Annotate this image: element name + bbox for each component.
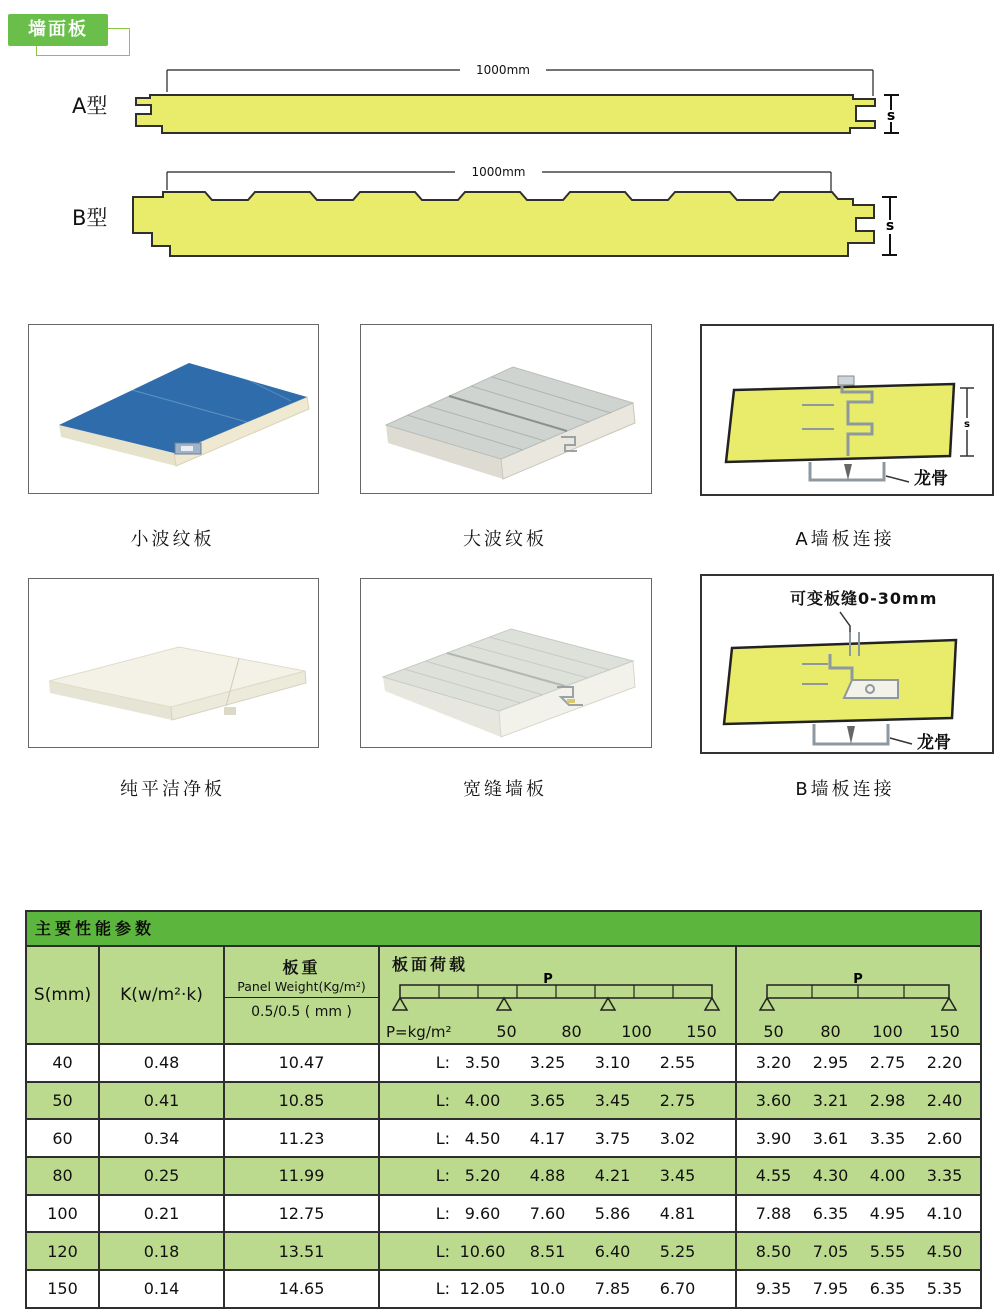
header-panel-weight [225, 947, 380, 1043]
a-panel-shape [136, 95, 875, 133]
load-value: 2.75 [869, 1053, 906, 1073]
figure-b-panel-connection [700, 574, 994, 754]
load-value: 3.45 [659, 1166, 696, 1186]
load-value: 4.88 [529, 1166, 566, 1186]
cell-load-singlespan [737, 1196, 980, 1232]
load-value: 9.60 [464, 1204, 501, 1224]
l-prefix: L: [435, 1166, 450, 1186]
b-panel-shape [133, 192, 874, 256]
panel-profile-drawings [0, 0, 998, 300]
panel-weight-en: Panel Weight(Kg/m²) [237, 979, 366, 994]
load-value: 3.21 [812, 1091, 849, 1111]
small-corrugated-panel-image [29, 325, 318, 493]
load-value: 4.10 [926, 1204, 963, 1224]
figure-caption: A墙板连接 [795, 529, 895, 550]
a-thickness-label: s [886, 108, 896, 124]
page-tag: 墙面板 [8, 14, 108, 46]
l-prefix: L: [435, 1204, 450, 1224]
l-prefix: L: [435, 1053, 450, 1073]
table-row [27, 1081, 980, 1119]
cell-load-singlespan [737, 1271, 980, 1307]
cell-load-multispan [380, 1045, 737, 1081]
cell-load-singlespan [737, 1045, 980, 1081]
cell-load-multispan [380, 1083, 737, 1119]
cell-thickness: 60 [27, 1120, 100, 1156]
figure-a-panel-connection [700, 324, 994, 496]
load-value: 4.00 [464, 1091, 501, 1111]
load-value: 4.95 [869, 1204, 906, 1224]
cell-panel-weight: 10.85 [225, 1083, 380, 1119]
keel-callout: 龙骨 [917, 733, 951, 753]
load-value: 3.60 [755, 1091, 792, 1111]
load-value: 3.20 [755, 1053, 792, 1073]
load-value: 5.20 [464, 1166, 501, 1186]
load-col: 50 [763, 1022, 784, 1041]
load-value: 6.70 [659, 1279, 696, 1299]
load-value: 2.95 [812, 1053, 849, 1073]
beam-load-label: P [543, 973, 553, 987]
seam-pointer-line [840, 612, 850, 638]
load-value: 4.55 [755, 1166, 792, 1186]
cell-panel-weight: 10.47 [225, 1045, 380, 1081]
figure-small-corrugated-panel [28, 324, 319, 494]
table-row [27, 1118, 980, 1156]
l-prefix: L: [435, 1091, 450, 1111]
table-body [27, 1043, 980, 1307]
load-value: 2.40 [926, 1091, 963, 1111]
header-load-singlespan [737, 947, 980, 1043]
load-value: 5.35 [926, 1279, 963, 1299]
load-col: 100 [872, 1022, 903, 1041]
load-col: 80 [561, 1022, 582, 1041]
load-col: 80 [820, 1022, 841, 1041]
cell-load-singlespan [737, 1083, 980, 1119]
load-value: 7.85 [594, 1279, 631, 1299]
cell-thickness: 50 [27, 1083, 100, 1119]
screw [844, 464, 852, 480]
load-singlespan-columns [737, 1013, 980, 1046]
panel-joint [224, 707, 236, 715]
keel-pointer-line [886, 476, 909, 482]
figure-flat-clean-panel [28, 578, 319, 748]
cell-thickness: 40 [27, 1045, 100, 1081]
load-value: 7.88 [755, 1204, 792, 1224]
load-value: 6.40 [594, 1241, 631, 1261]
figure-caption: 大波纹板 [463, 529, 547, 550]
b-thickness-label: s [885, 218, 895, 234]
cell-load-singlespan [737, 1233, 980, 1269]
profile-a-label: A型 [72, 94, 108, 118]
cell-k-value: 0.41 [100, 1083, 225, 1119]
load-value: 3.35 [926, 1166, 963, 1186]
beam-load-label: P [853, 973, 863, 987]
load-value: 4.50 [464, 1128, 501, 1148]
cell-panel-weight: 14.65 [225, 1271, 380, 1307]
cell-thickness: 80 [27, 1158, 100, 1194]
load-label: 板面荷载 [392, 955, 469, 974]
header-load-multispan [380, 947, 737, 1043]
profile-a-dimension: 1000mm [460, 63, 546, 77]
header-k-value: K(w/m²·k) [100, 947, 225, 1043]
load-value: 4.21 [594, 1166, 631, 1186]
cell-k-value: 0.34 [100, 1120, 225, 1156]
variable-seam-callout: 可变板缝0-30mm [790, 589, 938, 608]
cell-load-singlespan [737, 1120, 980, 1156]
cell-k-value: 0.48 [100, 1045, 225, 1081]
load-value: 3.61 [812, 1128, 849, 1148]
cell-thickness: 150 [27, 1271, 100, 1307]
table-row [27, 1043, 980, 1081]
figure-caption: 宽缝墙板 [463, 779, 547, 800]
l-prefix: L: [435, 1241, 450, 1261]
figure-caption: 小波纹板 [130, 529, 215, 550]
cell-k-value: 0.14 [100, 1271, 225, 1307]
load-value: 8.50 [755, 1241, 792, 1261]
load-value: 3.50 [464, 1053, 501, 1073]
cell-load-multispan [380, 1120, 737, 1156]
load-value: 3.90 [755, 1128, 792, 1148]
load-col: 50 [496, 1022, 517, 1041]
load-multispan-columns [380, 1013, 735, 1046]
table-row [27, 1269, 980, 1307]
load-value: 8.51 [529, 1241, 566, 1261]
a-panel-connection-diagram [702, 326, 992, 494]
l-prefix: L: [435, 1128, 450, 1148]
load-value: 3.10 [594, 1053, 631, 1073]
panel-weight-thickness: 0.5/0.5 ( mm ) [251, 1004, 352, 1020]
joint-block [844, 680, 898, 698]
profile-b-dimension: 1000mm [455, 165, 542, 179]
load-value: 3.02 [659, 1128, 696, 1148]
keel-pointer-line [890, 738, 912, 744]
cell-load-multispan [380, 1196, 737, 1232]
figure-caption: B墙板连接 [795, 779, 895, 800]
large-corrugated-panel-image [361, 325, 651, 493]
table-row [27, 1156, 980, 1194]
load-value: 3.35 [869, 1128, 906, 1148]
figure-large-corrugated-panel [360, 324, 652, 494]
load-value: 4.17 [529, 1128, 566, 1148]
header-thickness: S(mm) [27, 947, 100, 1043]
table-row [27, 1231, 980, 1269]
load-value: 7.60 [529, 1204, 566, 1224]
load-value: 4.50 [926, 1241, 963, 1261]
load-value: 7.05 [812, 1241, 849, 1261]
profile-b-label: B型 [72, 206, 108, 230]
load-value: 5.86 [594, 1204, 631, 1224]
multispan-beam-diagram [380, 973, 737, 1013]
l-prefix: L: [435, 1279, 450, 1299]
joint-bolt [838, 376, 854, 385]
cell-load-multispan [380, 1271, 737, 1307]
cell-panel-weight: 12.75 [225, 1196, 380, 1232]
beam-supports [760, 998, 956, 1010]
cell-k-value: 0.25 [100, 1158, 225, 1194]
keel-callout: 龙骨 [914, 469, 948, 489]
cell-load-multispan [380, 1233, 737, 1269]
load-col: 150 [686, 1022, 717, 1041]
load-value: 10.0 [529, 1279, 566, 1299]
load-value: 10.60 [459, 1241, 506, 1261]
load-value: 5.25 [659, 1241, 696, 1261]
figure-caption: 纯平洁净板 [120, 779, 225, 800]
cell-k-value: 0.21 [100, 1196, 225, 1232]
cell-panel-weight: 11.23 [225, 1120, 380, 1156]
cell-panel-weight: 13.51 [225, 1233, 380, 1269]
figure-wide-seam-panel [360, 578, 652, 748]
load-value: 3.25 [529, 1053, 566, 1073]
load-value: 4.81 [659, 1204, 696, 1224]
load-value: 7.95 [812, 1279, 849, 1299]
load-value: 4.00 [869, 1166, 906, 1186]
cell-k-value: 0.18 [100, 1233, 225, 1269]
load-col: 100 [621, 1022, 652, 1041]
beam-supports [393, 998, 719, 1010]
load-value: 2.60 [926, 1128, 963, 1148]
load-value: 4.30 [812, 1166, 849, 1186]
cell-load-singlespan [737, 1158, 980, 1194]
table-title: 主要性能参数 [27, 912, 980, 945]
cell-panel-weight: 11.99 [225, 1158, 380, 1194]
panel-weight-cn: 板重 [282, 958, 321, 977]
screw [847, 726, 855, 744]
singlespan-beam-diagram [737, 973, 978, 1013]
table-header [27, 945, 980, 1043]
load-value: 2.75 [659, 1091, 696, 1111]
load-value: 3.45 [594, 1091, 631, 1111]
performance-table [25, 910, 982, 1309]
cell-thickness: 100 [27, 1196, 100, 1232]
load-value: 3.65 [529, 1091, 566, 1111]
cell-load-multispan [380, 1158, 737, 1194]
load-unit: P=kg/m² [386, 1023, 452, 1041]
cell-thickness: 120 [27, 1233, 100, 1269]
load-value: 3.75 [594, 1128, 631, 1148]
load-value: 6.35 [812, 1204, 849, 1224]
wide-seam-panel-image [361, 579, 651, 747]
load-col: 150 [929, 1022, 960, 1041]
flat-clean-panel-image [29, 579, 318, 747]
load-value: 2.55 [659, 1053, 696, 1073]
load-value: 12.05 [459, 1279, 506, 1299]
table-row [27, 1194, 980, 1232]
load-value: 9.35 [755, 1279, 792, 1299]
load-value: 2.98 [869, 1091, 906, 1111]
connection-thickness-label: s [964, 419, 970, 430]
load-value: 6.35 [869, 1279, 906, 1299]
load-value: 2.20 [926, 1053, 963, 1073]
load-value: 5.55 [869, 1241, 906, 1261]
